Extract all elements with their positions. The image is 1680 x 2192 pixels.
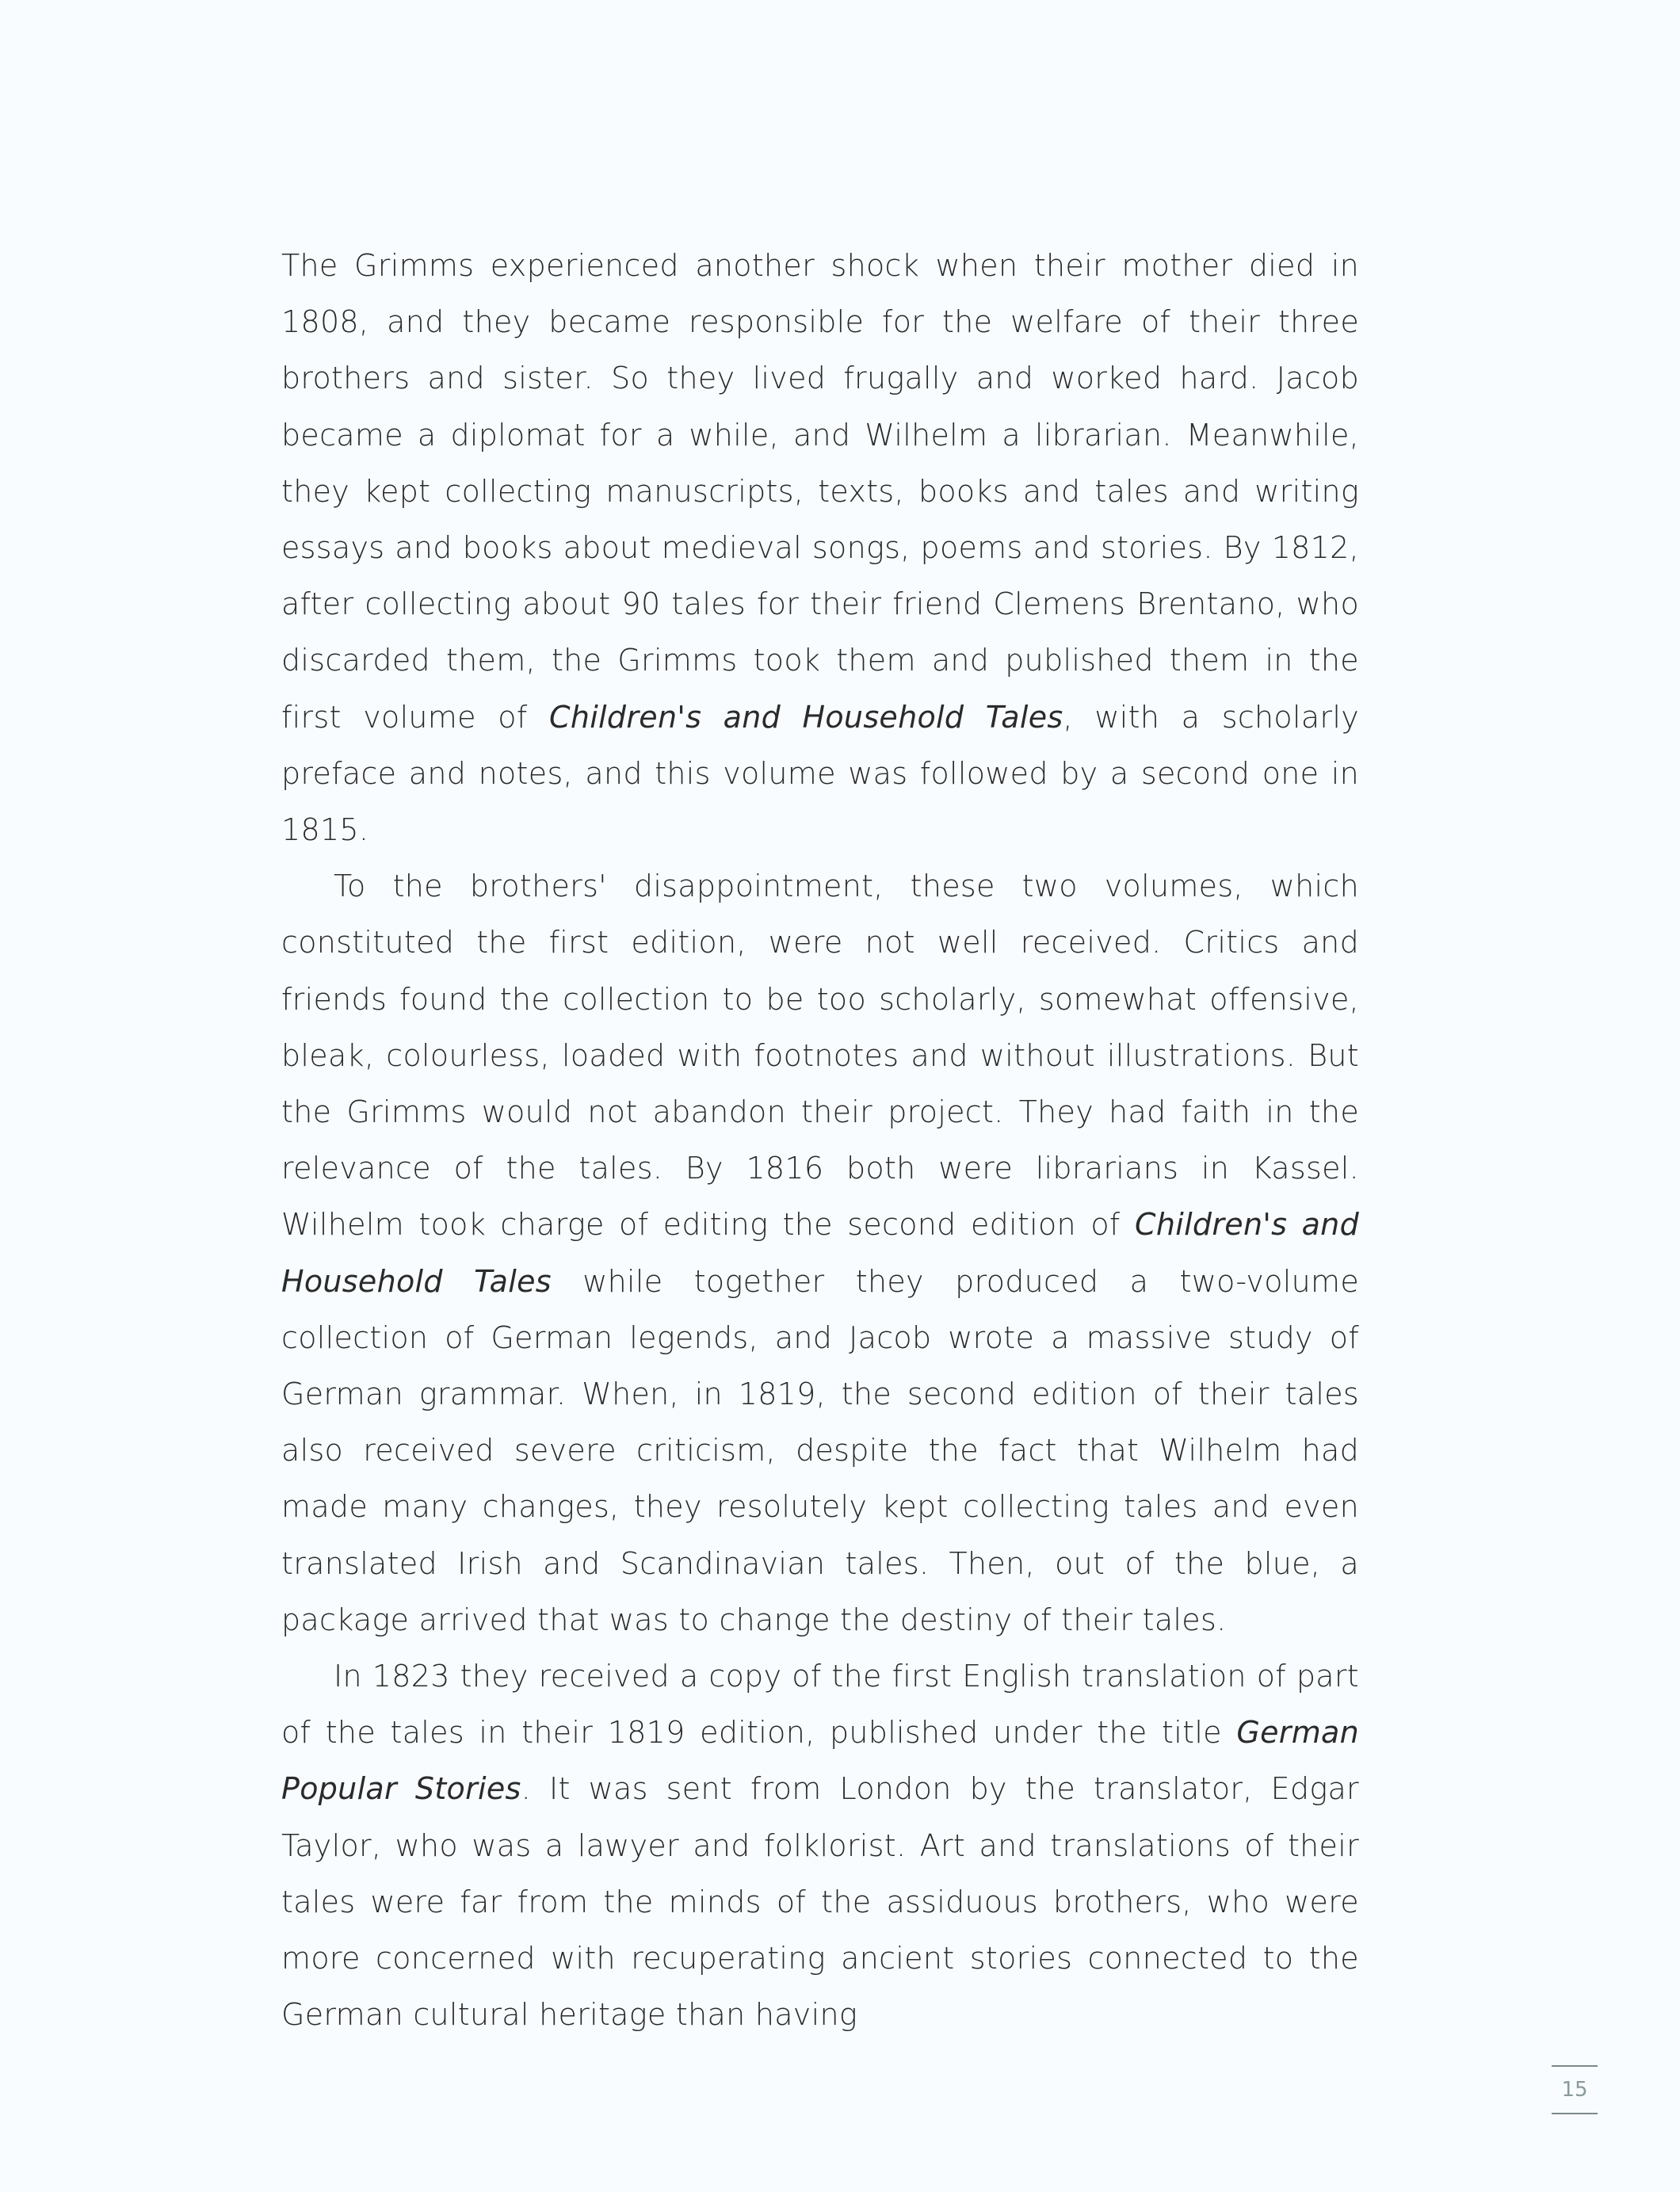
paragraph-2-text-1: To the brothers' disappointment, these two volumes, which constituted the first edition, were not well received. Critics and friends found the collection to be too scholarly, somewhat offensive, bleak, colourless, loaded with footnotes and without illustrations. But the Grimms would not abandon their project. They had faith in the relevance of the tales. By 1816 both were librarians in Kassel. Wilhelm took charge of editing the second edition of: [281, 869, 1359, 1243]
page-number: [1552, 2065, 1598, 2114]
paragraph-3: [281, 1648, 1359, 2043]
page-number-value: 15: [1561, 2078, 1588, 2102]
page-number-bottom-rule: [1552, 2113, 1598, 2114]
book-title-italic: Children's and Household Tales: [281, 1207, 1359, 1299]
book-title-italic: German Popular Stories: [281, 1715, 1359, 1807]
paragraph-1: [281, 238, 1359, 858]
paragraph-2: [281, 858, 1359, 1648]
paragraph-3-text-2: . It was sent from London by the translator, Edgar Taylor, who was a lawyer and folklorist. Art and translations of their tales were far from the minds of the assiduous brothers, who were more concerned with recuperating ancient stories connected to the German cultural heritage than having: [281, 1771, 1359, 2033]
paragraph-2-text-2: while together they produced a two-volume collection of German legends, and Jacob wrote a massive study of German grammar. When, in 1819, the second edition of their tales also received severe criticism, despite the fact that Wilhelm had made many changes, they resolutely kept collecting tales and even translated Irish and Scandinavian tales. Then, out of the blue, a package arrived that was to change the destiny of their tales.: [281, 1263, 1360, 1637]
paragraph-3-text-1: In 1823 they received a copy of the first English translation of part of the tales in their 1819 edition, published under the title: [281, 1659, 1359, 1751]
paragraph-1-text-1: The Grimms experienced another shock when their mother died in 1808, and they became responsible for the welfare of their three brothers and sister. So they lived frugally and worked hard. Jacob became a diplomat for a while, and Wilhelm a librarian. Meanwhile, they kept collecting manuscripts, texts, books and tales and writing essays and books about medieval songs, poems and stories. By 1812, after collecting about 90 tales for their friend Clemens Brentano, who discarded them, the Grimms took them and published them in the first volume of: [281, 248, 1359, 735]
paragraph-1-text-2: , with a scholarly preface and notes, and this volume was followed by a second one in 1815.: [281, 699, 1359, 848]
book-title-italic: Children's and Household Tales: [548, 699, 1063, 735]
body-text: [281, 238, 1359, 2044]
